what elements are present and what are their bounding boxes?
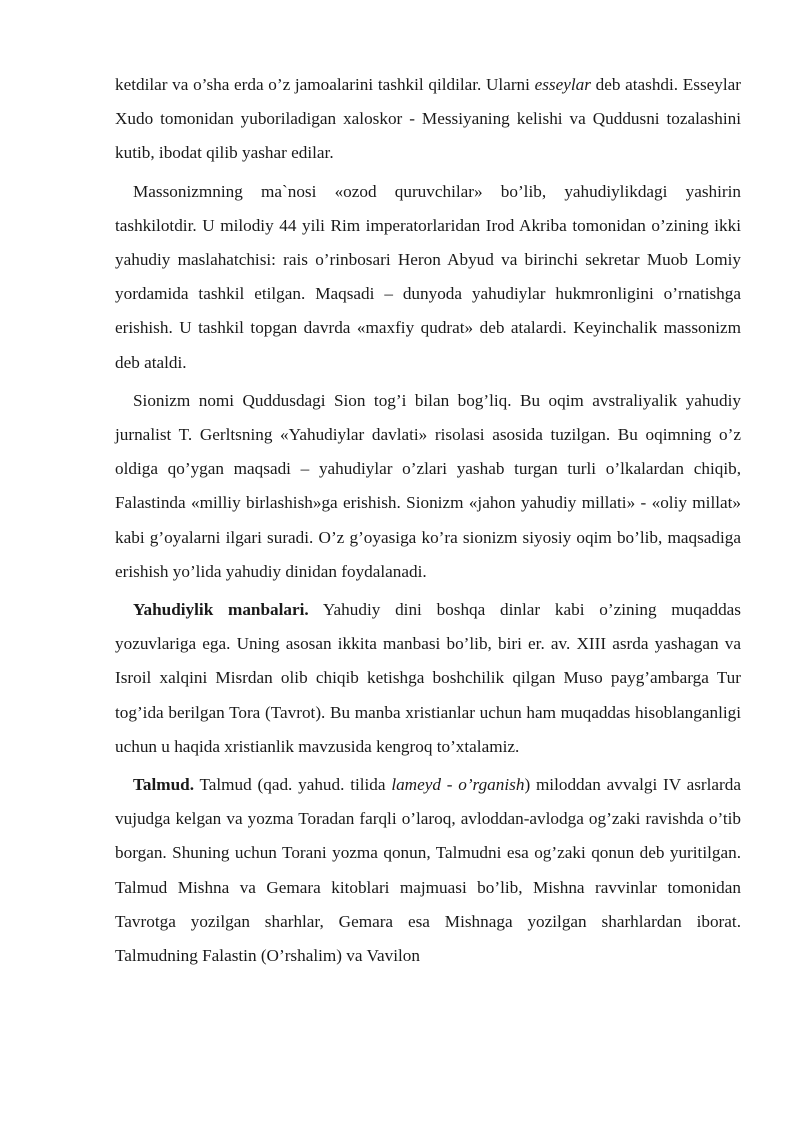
paragraph-massonizm	[115, 175, 741, 380]
paragraph-talmud	[115, 768, 741, 973]
section-heading: Yahudiylik manbalari.	[133, 600, 309, 620]
text-segment: ketdilar va o’sha erda o’z jamoalarini tashkil qildilar. Ularni	[115, 75, 535, 94]
italic-term: esseylar	[534, 75, 591, 94]
text-segment: Massonizmning ma`nosi «ozod quruvchilar» bo’lib, yahudiylikdagi yashirin tashkilotdir. U milodiy 44 yili Rim imperatorlaridan Irod Akriba tomonidan o’zining ikki yahudiy maslahatchisi: rais o’rinbosari Heron Abyud va birinchi sekretar Muob Lomiy yordamida tashkil etilgan. Maqsadi – dunyoda yahudiylar hukmronligini o’rnatishga erishish. U tashkil topgan davrda «maxfiy qudrat» deb atalardi. Keyinchalik massonizm deb ataldi.	[115, 181, 741, 372]
text-segment: Sionizm nomi Quddusdagi Sion tog’i bilan bog’liq. Bu oqim avstraliyalik yahudiy jurnalist T. Gerltsning «Yahudiylar davlati» risolasi asosida tuzilgan. Bu oqimning o’z oldiga qo’ygan maqsadi – yahudiylar o’zlari yashab turgan turli o’lkalardan chiqib, Falastinda «milliy birlashish»ga erishish. Sionizm «jahon yahudiy millati» - «oliy millat» kabi g’oyalarni ilgari suradi. O’z g’oyasiga ko’ra sionizm siyosiy oqim bo’lib, maqsadiga erishish yo’lida yahudiy dinidan foydalanadi.	[115, 390, 741, 581]
paragraph-esseylar	[115, 68, 741, 171]
paragraph-sionizm	[115, 384, 741, 589]
paragraph-yahudiylik-manbalari	[115, 593, 741, 764]
italic-term: lameyd - o’rganish	[391, 775, 525, 795]
text-segment: deb atashdi. Esseylar Xudo tomonidan yuboriladigan xaloskor - Messiyaning kelishi va Quddusni tozalashini kutib, ibodat qilib yashar edilar.	[115, 75, 741, 163]
text-segment: Yahudiy dini boshqa dinlar kabi o’zining muqaddas yozuvlariga ega. Uning asosan ikkita manbasi bo’lib, biri er. av. XIII asrda yashagan va Isroil xalqini Misrdan olib chiqib ketishga boshchilik qilgan Muso payg’ambarga Tur tog’ida berilgan Tora (Tavrot). Bu manba xristianlar uchun ham muqaddas hisoblanganligi uchun u haqida xristianlik mavzusida kengroq to’xtalamiz.	[115, 600, 741, 756]
text-segment: Talmud (qad. yahud. tilida	[194, 775, 392, 795]
document-page	[115, 68, 741, 977]
text-segment: ) miloddan avvalgi IV asrlarda vujudga kelgan va yozma Toradan farqli o’laroq, avloddan-avlodga og’zaki ravishda o’tib borgan. Shuning uchun Torani yozma qonun, Talmudni esa og’zaki qonun deb yuritilgan. Talmud Mishna va Gemara kitoblari majmuasi bo’lib, Mishna ravvinlar tomonidan Tavrotga yozilgan sharhlar, Gemara esa Mishnaga yozilgan sharhlardan iborat. Talmudning Falastin (O’rshalim) va Vavilon	[115, 775, 742, 966]
section-heading: Talmud.	[133, 775, 194, 795]
